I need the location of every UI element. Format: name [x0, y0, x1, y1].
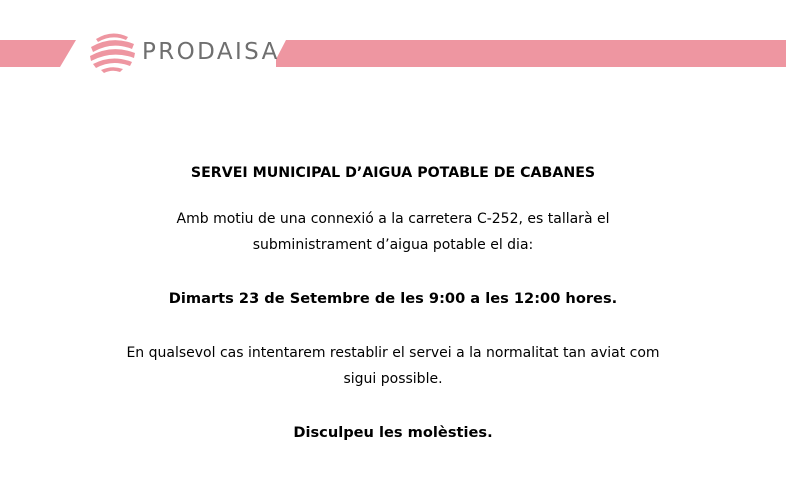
notice-title: SERVEI MUNICIPAL D’AIGUA POTABLE DE CABANES — [190, 165, 596, 181]
brand-name: PRODAISA — [142, 39, 280, 65]
notice-intro-line-2: subministrament d’aigua potable el dia: — [252, 237, 534, 253]
notice-intro — [100, 206, 686, 258]
notice-note-line-2: sigui possible. — [343, 371, 443, 387]
notice-date: Dimarts 23 de Setembre de les 9:00 a les 12:00 hores. — [168, 290, 618, 307]
prodaisa-logo-mark-icon — [88, 30, 136, 74]
notice-apology: Disculpeu les molèsties. — [293, 424, 493, 441]
notice-note-line-1: En qualsevol cas intentarem restablir el servei a la normalitat tan aviat com — [126, 345, 660, 361]
notice-note — [100, 340, 686, 392]
prodaisa-logo — [86, 28, 280, 76]
notice-intro-line-1: Amb motiu de una connexió a la carretera C-252, es tallarà el — [176, 211, 610, 227]
